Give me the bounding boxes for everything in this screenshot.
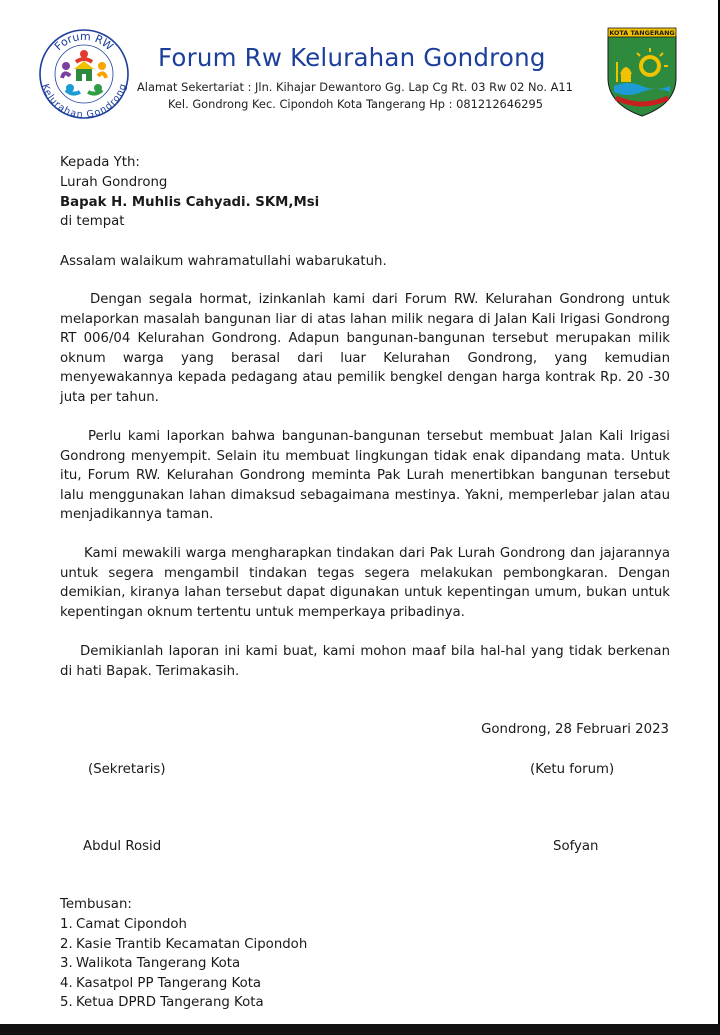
date-place: Gondrong, 28 Februari 2023 (481, 722, 669, 737)
cc-item-number: 4. (60, 975, 73, 991)
cc-item-text: Kasatpol PP Tangerang Kota (76, 975, 262, 991)
cc-item-number: 1. (60, 917, 73, 932)
paragraph-2: Perlu kami laporkan bahwa bangunan-bangunan tersebut membuat Jalan Kali Irigasi Gondrong menyempit. Selain itu membuat lingkungan tidak enak dipandang mata. Untuk itu, Forum RW. Kelurahan Gondrong meminta Pak Lurah menertibkan bangunan tersebut lalu menggunakan lahan dimaksud sebagaimana mestinya. Yakni, memperlebar jalan atau menjadikannya taman. (60, 429, 670, 523)
cc-item (60, 915, 307, 935)
kota-tangerang-emblem (602, 26, 682, 118)
cc-title: Tembusan: (60, 897, 132, 912)
cc-item-number: 5. (60, 995, 73, 1011)
organization-name: Forum Rw Kelurahan Gondrong (158, 43, 546, 72)
recipient-line-1: Kepada Yth: (60, 155, 140, 170)
recipient-line-2: Lurah Gondrong (60, 175, 168, 190)
emblem-banner-text: KOTA TANGERANG (609, 29, 675, 38)
cc-item-number: 3. (60, 956, 73, 972)
paragraph-3: Kami mewakili warga mengharapkan tindakan dari Pak Lurah Gondrong dan jajarannya untuk segera mengambil tindakan tegas segera melakukan pembongkaran. Dengan demikian, kiranya lahan tersebut dapat digunakan untuk kepentingan umum, bukan untuk kepentingan oknum tertentu untuk memperkaya pribadinya. (60, 546, 670, 620)
right-signature-name: Sofyan (553, 839, 599, 854)
recipient-name: Bapak H. Muhlis Cahyadi. SKM,Msi (60, 195, 320, 210)
cc-item (60, 935, 307, 955)
paragraph-4: Demikianlah laporan ini kami buat, kami mohon maaf bila hal-hal yang tidak berkenan di hati Bapak. Terimakasih. (60, 644, 670, 679)
address-line-1: Alamat Sekertariat : Jln. Kihajar Dewantoro Gg. Lap Cg Rt. 03 Rw 02 No. A11 (137, 80, 573, 94)
cc-item-text: Kasie Trantib Kecamatan Cipondoh (76, 936, 308, 952)
bottom-edge-bar (0, 1024, 720, 1035)
right-signature-role: (Ketu forum) (530, 762, 615, 777)
cc-item (60, 993, 307, 1013)
logo-top-text: Forum RW (51, 29, 116, 54)
cc-item-text: Ketua DPRD Tangerang Kota (76, 995, 264, 1011)
greeting: Assalam walaikum wahramatullahi wabarukatuh. (60, 254, 387, 269)
recipient-line-4: di tempat (60, 214, 125, 229)
cc-item-number: 2. (60, 936, 73, 952)
address-line-2: Kel. Gondrong Kec. Cipondoh Kota Tangerang Hp : 081212646295 (168, 97, 544, 111)
left-signature-role: (Sekretaris) (88, 762, 166, 777)
cc-item-text: Camat Cipondoh (76, 917, 187, 932)
cc-item (60, 974, 307, 994)
left-signature-name: Abdul Rosid (83, 839, 162, 854)
forum-rw-logo (38, 28, 130, 120)
cc-item (60, 954, 307, 974)
cc-list (60, 915, 307, 1013)
logo-bottom-text: Kelurahan Gondrong (39, 82, 129, 120)
paragraph-1: Dengan segala hormat, izinkanlah kami dari Forum RW. Kelurahan Gondrong untuk melaporkan masalah bangunan liar di atas lahan milik negara di Jalan Kali Irigasi Gondrong RT 006/04 Kelurahan Gondrong. Adapun bangunan-bangunan tersebut merupakan milik oknum warga yang berasal dari luar Kelurahan Gondrong, yang kemudian menyewakannya kepada pedagang atau pemilik bengkel dengan harga kontrak Rp. 20 -30 juta per tahun. (60, 292, 670, 405)
cc-item-text: Walikota Tangerang Kota (76, 956, 241, 972)
